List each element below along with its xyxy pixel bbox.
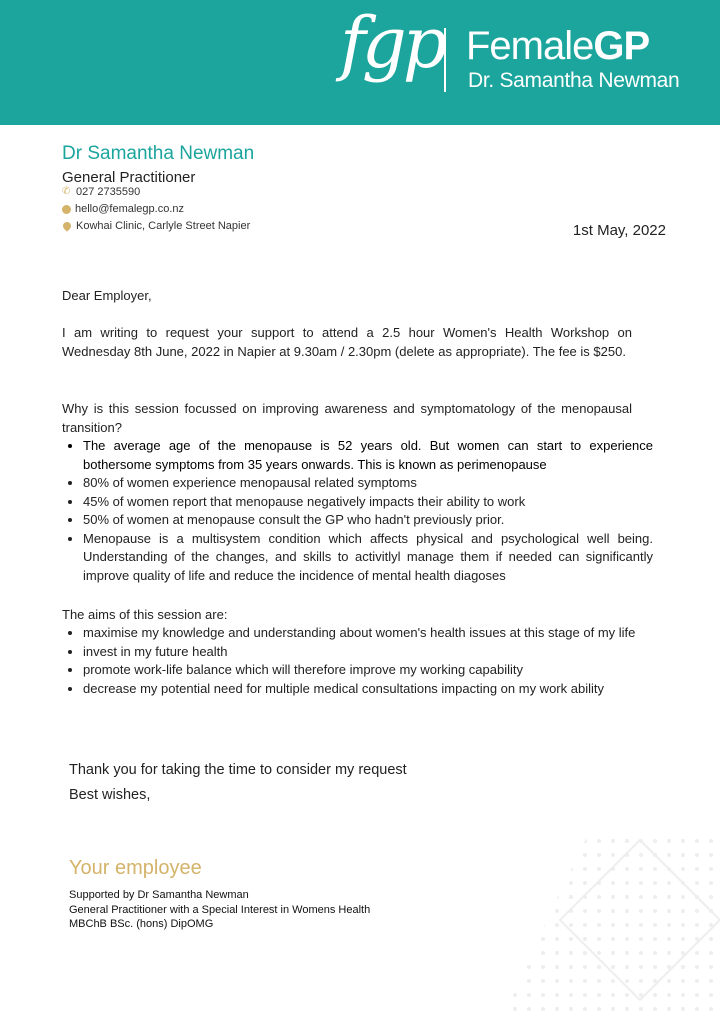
brand-name [466,26,649,66]
thanks-line: Thank you for taking the time to consider my request [69,762,407,778]
why-list [62,437,653,585]
why-heading: Why is this session focussed on improving awareness and symptomatology of the menopausal transition? [62,401,632,435]
phone-icon: ✆ [62,186,71,197]
contact-phone [62,186,140,198]
contact-email [62,203,184,215]
list-item: • promote work-life balance which will therefore improve my working capability [83,661,653,680]
footer-line-3: MBChB BSc. (hons) DipOMG [69,918,214,930]
list-item: • invest in my future health [83,643,653,662]
brand-subtitle: Dr. Samantha Newman [468,69,680,92]
contact-address [62,220,250,232]
footer-line-1: Supported by Dr Samantha Newman [69,889,249,901]
address-text: Kowhai Clinic, Carlyle Street Napier [76,220,251,232]
phone-text: 027 2735590 [76,186,141,198]
list-item: • The average age of the menopause is 52 years old. But women can start to experience bothersome symptoms from 35 years onwards. This is known as perimenopause [83,437,653,474]
footer-line-2: General Practitioner with a Special Interest in Womens Health [69,904,371,916]
decorative-dot-pattern [480,820,720,1018]
brand-name-bold: GP [593,24,650,68]
diamond-pattern-graphic [480,820,720,1018]
letterhead-banner [0,0,720,125]
salutation: Dear Employer, [62,288,152,303]
fgp-logo: fgp [340,2,444,84]
logo-divider [444,28,446,92]
aims-heading: The aims of this session are: [62,607,228,622]
aims-list [62,624,653,698]
letter-date: 1st May, 2022 [572,222,666,239]
list-item: • 50% of women at menopause consult the GP who hadn't previously prior. [83,511,653,530]
sender-name: Dr Samantha Newman [62,143,255,164]
email-icon [62,205,71,214]
signature-placeholder: Your employee [69,857,202,879]
signoff-line: Best wishes, [69,787,151,803]
list-item: • 80% of women experience menopausal related symptoms [83,474,653,493]
brand-name-light: Female [466,24,594,68]
email-text: hello@femalegp.co.nz [75,203,185,215]
intro-paragraph: I am writing to request your support to attend a 2.5 hour Women's Health Workshop on Wednesday 8th June, 2022 in Napier at 9.30am / 2.30pm (delete as appropriate). The fee is $250. [62,325,632,359]
location-pin-icon [61,220,72,231]
list-item: • decrease my potential need for multiple medical consultations impacting on my work ability [83,680,653,699]
sender-role: General Practitioner [62,169,196,186]
list-item: • 45% of women report that menopause negatively impacts their ability to work [83,493,653,512]
list-item: • Menopause is a multisystem condition which affects physical and psychological well being. Understanding of the changes, and skills to activitlyl manage them if needed can significantly improve quality of life and reduce the incidence of mental health diagoses [83,530,653,586]
list-item: • maximise my knowledge and understanding about women's health issues at this stage of my life [83,624,653,643]
